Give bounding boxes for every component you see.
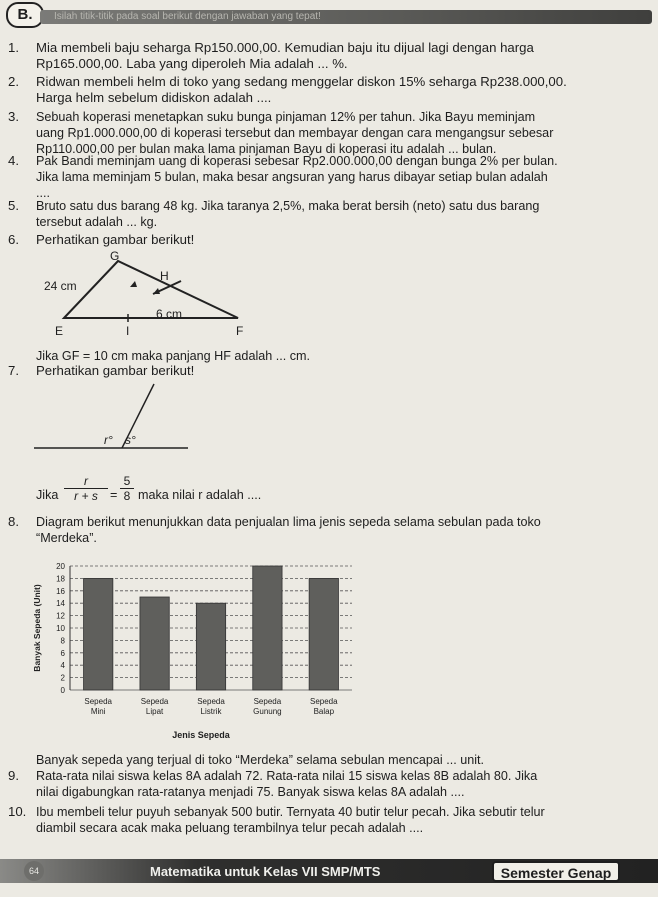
x-tick-label: Sepeda bbox=[310, 697, 338, 706]
x-axis-title: Jenis Sepeda bbox=[172, 730, 230, 740]
y-axis-title: Banyak Sepeda (Unit) bbox=[32, 584, 42, 672]
question-text-line: Pak Bandi meminjam uang di koperasi sebesar Rp2.000.000,00 dengan bunga 2% per bulan. bbox=[36, 154, 558, 168]
fraction-denominator: 8 bbox=[120, 488, 134, 503]
question-text-line: diambil secara acak maka peluang terambilnya telur pecah adalah .... bbox=[36, 821, 424, 835]
question-number: 8. bbox=[8, 514, 19, 529]
question-text-line: uang Rp1.000.000,00 di koperasi tersebut dan membayar dengan cara mengangsur sebesar bbox=[36, 126, 554, 140]
question-8-prompt: Banyak sepeda yang terjual di toko “Merdeka” selama sebulan mencapai ... unit. bbox=[36, 753, 485, 767]
vertex-label-h: H bbox=[160, 269, 169, 283]
x-tick-label: Lipat bbox=[145, 707, 164, 716]
x-tick-label: Sepeda bbox=[197, 697, 225, 706]
vertex-label-i: I bbox=[126, 324, 130, 338]
x-tick-label: Sepeda bbox=[253, 697, 282, 706]
fraction-r-over-rs bbox=[64, 474, 108, 503]
question-text-line: Jika lama meminjam 5 bulan, maka besar angsuran yang harus dibayar setiap bulan adalah bbox=[36, 170, 548, 184]
angle-label-s: s° bbox=[125, 433, 136, 447]
question-number: 7. bbox=[8, 363, 19, 378]
x-tick-label: Listrik bbox=[200, 707, 222, 716]
x-tick-label: Gunung bbox=[253, 707, 282, 716]
page-number: 64 bbox=[24, 861, 44, 881]
question-number: 1. bbox=[8, 40, 19, 55]
bar bbox=[84, 578, 113, 690]
bicycle-sales-chart bbox=[30, 558, 360, 748]
bar-chart-svg bbox=[30, 558, 360, 748]
fraction-numerator: 5 bbox=[123, 474, 131, 488]
question-number: 10. bbox=[8, 804, 27, 819]
question-text-line: Sebuah koperasi menetapkan suku bunga pinjaman 12% per tahun. Jika Bayu meminjam bbox=[36, 110, 536, 124]
question-number: 5. bbox=[8, 198, 19, 213]
arrow-mark bbox=[153, 288, 160, 294]
question-7-suffix: maka nilai r adalah .... bbox=[138, 488, 262, 502]
angle-figure bbox=[30, 380, 200, 455]
vertex-label-e: E bbox=[55, 324, 64, 338]
y-tick-label: 10 bbox=[56, 624, 65, 633]
question-text-line: Diagram berikut menunjukkan data penjualan lima jenis sepeda selama sebulan pada toko bbox=[36, 515, 541, 529]
bar bbox=[309, 578, 338, 690]
y-tick-label: 18 bbox=[56, 574, 65, 584]
section-label: B. bbox=[6, 2, 44, 28]
y-tick-label: 20 bbox=[56, 562, 65, 571]
question-7-jika: Jika bbox=[36, 488, 59, 502]
question-number: 3. bbox=[8, 109, 19, 124]
y-tick-label: 6 bbox=[60, 648, 65, 658]
y-tick-label: 2 bbox=[60, 673, 65, 683]
question-text-line: Rp110.000,00 per bulan maka lama pinjaman Bayu di koperasi itu adalah ... bulan. bbox=[36, 142, 497, 156]
y-tick-label: 0 bbox=[60, 686, 65, 695]
vertex-label-g: G bbox=[110, 249, 120, 263]
question-text-line: Bruto satu dus barang 48 kg. Jika taranya 2,5%, maka berat bersih (neto) satu dus barang bbox=[36, 199, 540, 213]
y-tick-label: 16 bbox=[56, 586, 65, 596]
question-text-line: “Merdeka”. bbox=[36, 531, 97, 545]
bar bbox=[140, 597, 169, 690]
bar bbox=[196, 603, 225, 690]
question-text-line: tersebut adalah ... kg. bbox=[36, 215, 158, 229]
x-tick-label: Sepeda bbox=[140, 697, 169, 706]
y-tick-label: 4 bbox=[60, 661, 65, 671]
question-text-line: Ridwan membeli helm di toko yang sedang menggelar diskon 15% seharga Rp238.000,00. bbox=[36, 74, 567, 89]
length-label-24cm: 24 cm bbox=[44, 279, 77, 293]
fraction-numerator: r bbox=[84, 474, 88, 488]
equals-sign: = bbox=[110, 488, 118, 502]
angle-label-r: r° bbox=[104, 433, 113, 447]
semester-badge: Semester Genap bbox=[492, 861, 620, 882]
question-number: 4. bbox=[8, 153, 19, 168]
question-number: 9. bbox=[8, 768, 19, 783]
bar bbox=[253, 566, 282, 690]
x-tick-label: Sepeda bbox=[84, 697, 112, 706]
question-number: 2. bbox=[8, 74, 19, 89]
x-tick-label: Mini bbox=[90, 707, 106, 716]
length-label-6cm: 6 cm bbox=[156, 307, 183, 321]
x-tick-label: Balap bbox=[313, 707, 335, 716]
fraction-5-over-8 bbox=[120, 474, 134, 503]
question-6-prompt: Jika GF = 10 cm maka panjang HF adalah ... cm. bbox=[36, 349, 311, 363]
vertex-label-f: F bbox=[236, 324, 244, 338]
question-text-line: Mia membeli baju seharga Rp150.000,00. Kemudian baju itu dijual lagi dengan harga bbox=[36, 40, 534, 55]
question-text-line: Perhatikan gambar berikut! bbox=[36, 232, 195, 247]
y-tick-label: 12 bbox=[56, 611, 65, 621]
section-instruction: Isilah titik-titik pada soal berikut dengan jawaban yang tepat! bbox=[40, 10, 652, 24]
arrow-mark bbox=[130, 281, 137, 287]
question-text-line: Rp165.000,00. Laba yang diperoleh Mia adalah ... %. bbox=[36, 56, 348, 71]
fraction-denominator: r + s bbox=[64, 488, 108, 503]
question-text-line: Perhatikan gambar berikut! bbox=[36, 363, 195, 378]
question-text-line: Ibu membeli telur puyuh sebanyak 500 butir. Ternyata 40 butir telur pecah. Jika sebutir telur bbox=[36, 805, 545, 819]
book-title: Matematika untuk Kelas VII SMP/MTS bbox=[150, 864, 381, 879]
question-text-line: Rata-rata nilai siswa kelas 8A adalah 72. Rata-rata nilai 15 siswa kelas 8B adalah 80. Jika bbox=[36, 769, 538, 783]
question-text-line: Harga helm sebelum didiskon adalah .... bbox=[36, 90, 272, 105]
triangle-efg bbox=[64, 261, 238, 318]
y-tick-label: 14 bbox=[56, 599, 65, 609]
question-text-line: .... bbox=[36, 186, 50, 200]
question-text-line: nilai digabungkan rata-ratanya menjadi 75. Banyak siswa kelas 8A adalah .... bbox=[36, 785, 465, 799]
y-tick-label: 8 bbox=[60, 636, 65, 646]
question-number: 6. bbox=[8, 232, 19, 247]
